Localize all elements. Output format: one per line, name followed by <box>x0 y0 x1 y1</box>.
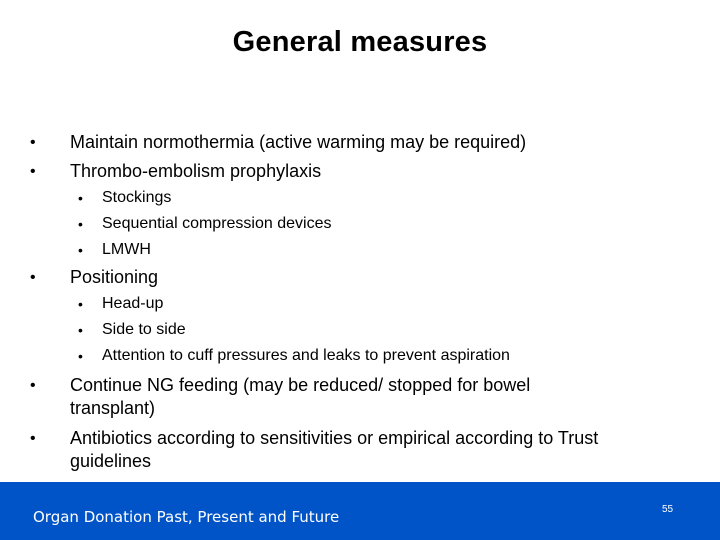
bullet-marker: • <box>78 296 83 312</box>
bullet-marker: • <box>78 242 83 258</box>
bullet-item <box>30 266 680 289</box>
bullet-marker: • <box>30 163 36 180</box>
sub-bullet-item <box>78 240 678 260</box>
bullet-item <box>30 160 680 183</box>
bullet-text: Maintain normothermia (active warming may be required) <box>70 132 527 152</box>
sub-bullet-item <box>78 214 678 234</box>
slide-title: General measures <box>232 26 488 58</box>
bullet-marker: • <box>78 190 83 206</box>
bullet-marker: • <box>30 430 36 447</box>
bullet-item <box>30 131 680 154</box>
bullet-marker: • <box>30 377 36 394</box>
bullet-text: Stockings <box>102 189 172 206</box>
bullet-item <box>30 374 620 420</box>
bullet-text: LMWH <box>102 241 151 258</box>
sub-bullet-item <box>78 320 678 340</box>
bullet-text: Attention to cuff pressures and leaks to prevent aspiration <box>102 347 510 364</box>
footer-title: Organ Donation Past, Present and Future <box>33 508 340 526</box>
bullet-text: Continue NG feeding (may be reduced/ stopped for bowel transplant) <box>70 375 531 418</box>
sub-bullet-item <box>78 188 678 208</box>
bullet-marker: • <box>30 269 36 286</box>
page-number: 55 <box>662 504 674 515</box>
bullet-item <box>30 427 670 473</box>
bullet-text: Side to side <box>102 321 186 338</box>
footer-bar <box>0 482 720 540</box>
bullet-text: Head-up <box>102 295 164 312</box>
bullet-marker: • <box>30 134 36 151</box>
sub-bullet-item <box>78 346 678 366</box>
bullet-text: Positioning <box>70 267 159 287</box>
bullet-marker: • <box>78 322 83 338</box>
bullet-marker: • <box>78 348 83 364</box>
sub-bullet-item <box>78 294 678 314</box>
bullet-text: Sequential compression devices <box>102 215 332 232</box>
bullet-marker: • <box>78 216 83 232</box>
bullet-text: Thrombo-embolism prophylaxis <box>70 161 322 181</box>
bullet-text: Antibiotics according to sensitivities or empirical according to Trust guidelines <box>70 428 599 471</box>
